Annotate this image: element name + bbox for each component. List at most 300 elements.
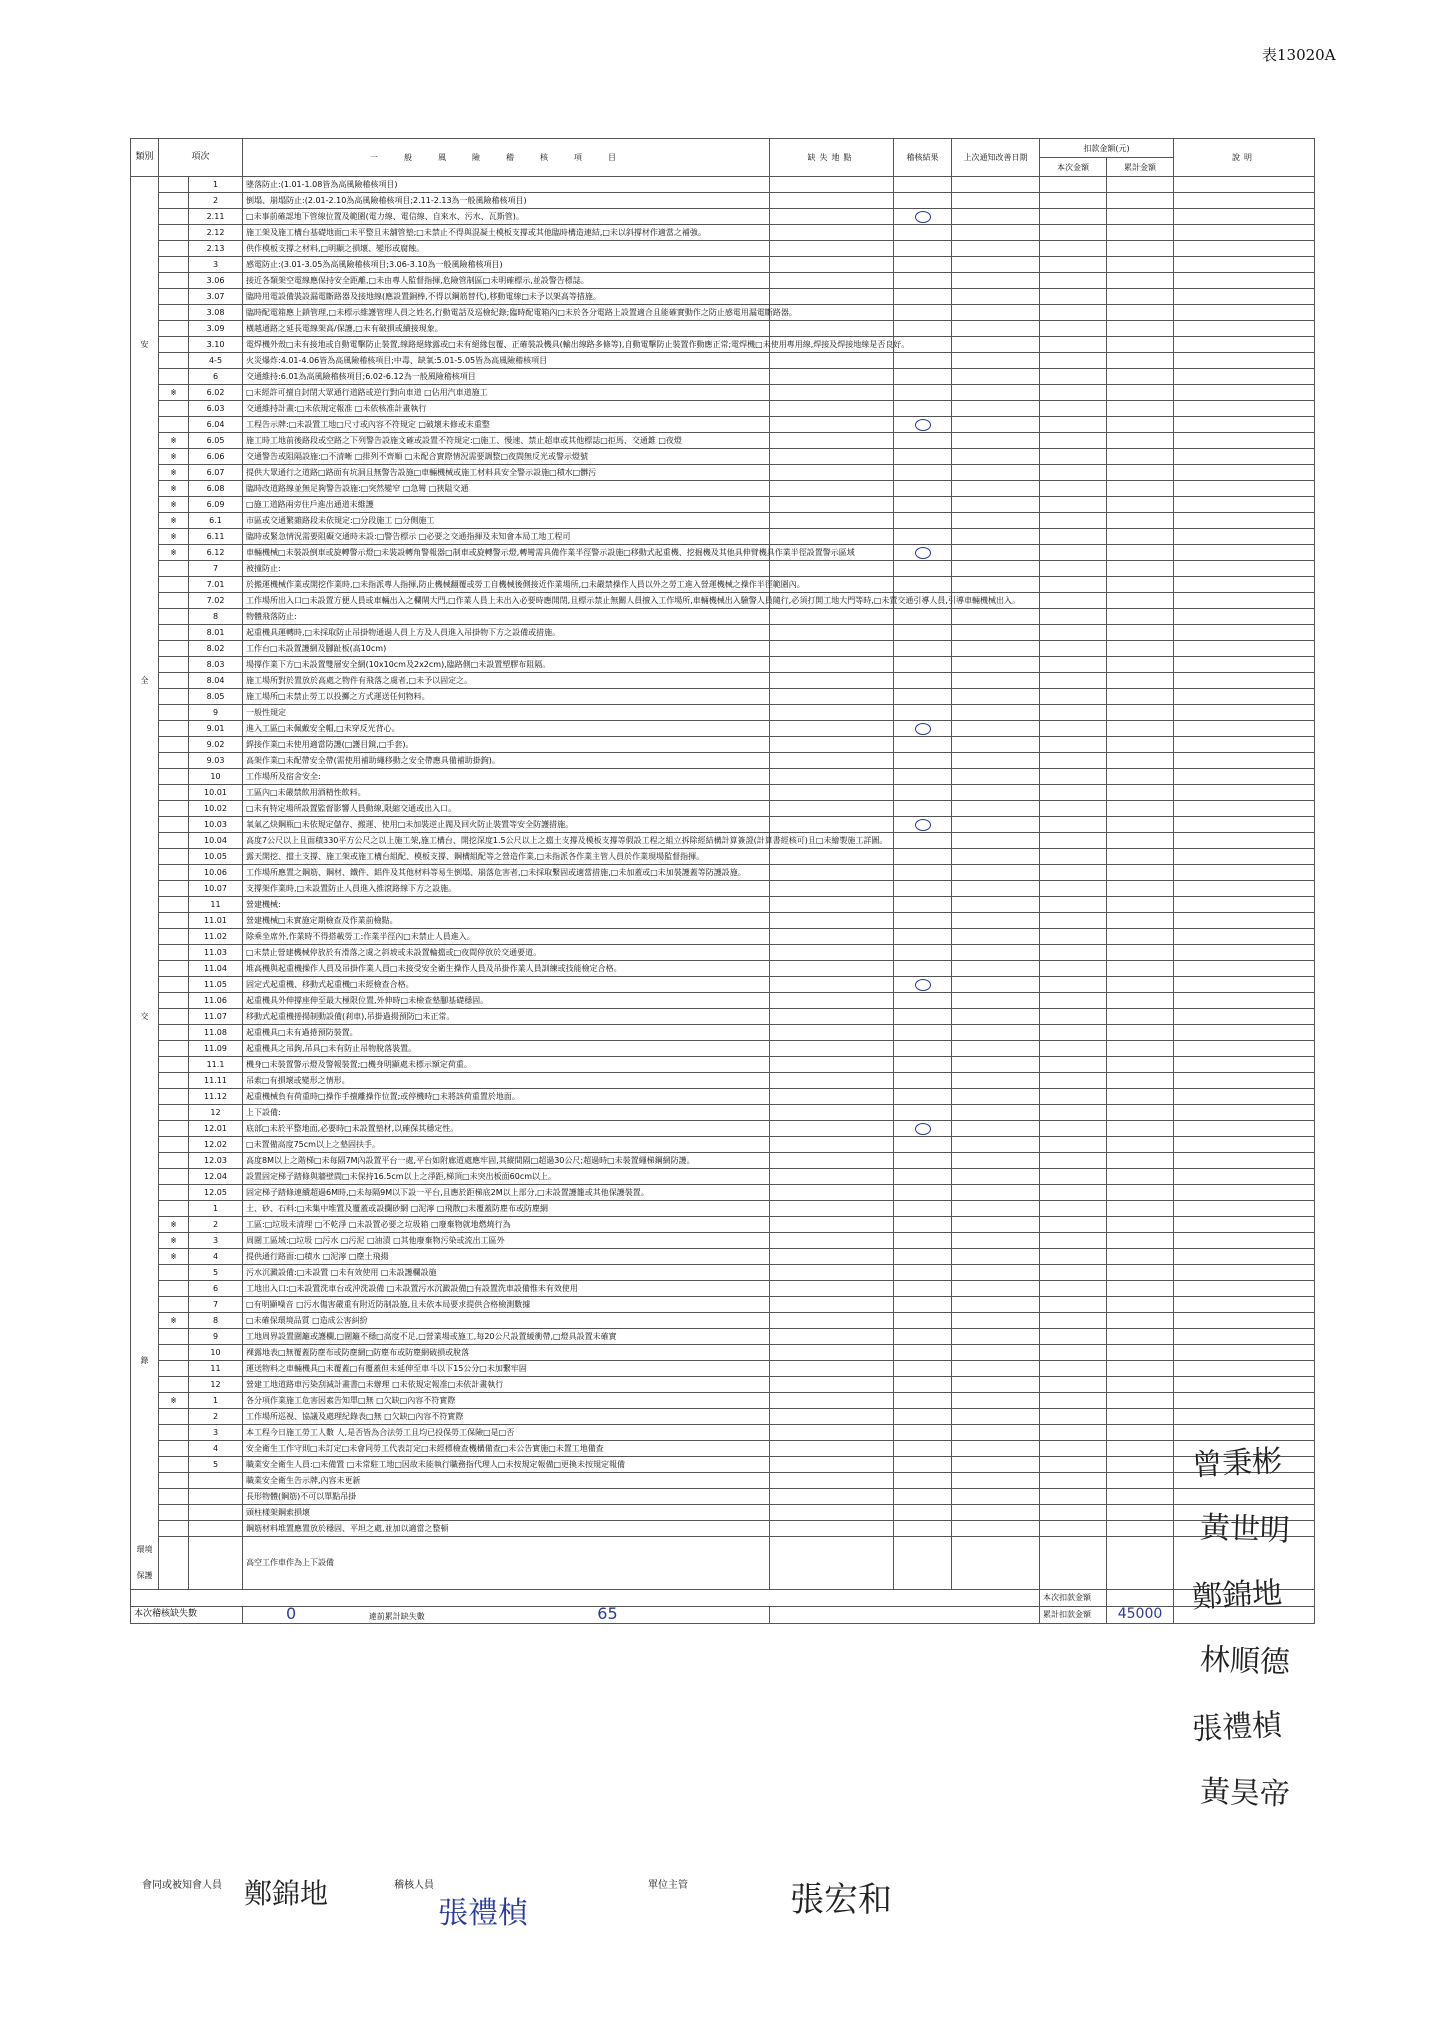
last-notice-cell	[952, 1137, 1040, 1153]
location-cell	[770, 737, 894, 753]
risk-mark: ※	[159, 497, 189, 513]
note-cell	[1174, 929, 1315, 945]
table-row	[131, 529, 1315, 545]
deduct-total-cell	[1107, 241, 1174, 257]
deduct-total-cell	[1107, 401, 1174, 417]
location-cell	[770, 929, 894, 945]
location-cell	[770, 1121, 894, 1137]
result-cell	[894, 721, 952, 737]
deduct-now-cell	[1040, 673, 1107, 689]
item-text: 物體飛落防止:	[243, 609, 770, 625]
risk-mark	[159, 1489, 189, 1505]
result-cell	[894, 257, 952, 273]
deduct-now-cell	[1040, 353, 1107, 369]
note-cell	[1174, 961, 1315, 977]
risk-mark: ※	[159, 465, 189, 481]
item-text: 露天開挖、擋土支撐、施工架或施工構台組配、模板支撐、鋼構組配等之營造作業,□未指派各作業主管人員於作業現場監督指揮。	[243, 849, 770, 865]
table-row	[131, 817, 1315, 833]
last-notice-cell	[952, 1217, 1040, 1233]
note-cell	[1174, 1185, 1315, 1201]
last-notice-cell	[952, 305, 1040, 321]
item-number: 6.08	[189, 481, 243, 497]
location-cell	[770, 225, 894, 241]
location-cell	[770, 1057, 894, 1073]
table-row	[131, 1425, 1315, 1441]
item-number: 11.12	[189, 1089, 243, 1105]
deduct-now-cell	[1040, 1393, 1107, 1409]
last-notice-cell	[952, 513, 1040, 529]
deduct-now-cell	[1040, 225, 1107, 241]
location-cell	[770, 689, 894, 705]
last-notice-cell	[952, 577, 1040, 593]
deduct-total-cell	[1107, 353, 1174, 369]
deduct-now-cell	[1040, 1057, 1107, 1073]
item-number: 11.09	[189, 1041, 243, 1057]
handwritten-name: 張禮楨	[1191, 1707, 1284, 1748]
item-text: 起重機具運轉時,□未採取防止吊掛物通過人員上方及人員進入吊掛物下方之設備或措施。	[243, 625, 770, 641]
table-row	[131, 993, 1315, 1009]
location-cell	[770, 1361, 894, 1377]
note-cell	[1174, 177, 1315, 193]
item-number: 4	[189, 1441, 243, 1457]
summary-blank-2	[770, 1606, 1040, 1623]
note-cell	[1174, 769, 1315, 785]
table-row	[131, 1201, 1315, 1217]
deduct-now-cell	[1040, 1473, 1107, 1489]
item-text: □施工道路兩旁住戶進出通道未維護	[243, 497, 770, 513]
last-notice-cell	[952, 1489, 1040, 1505]
risk-mark	[159, 1345, 189, 1361]
deduct-total-cell	[1107, 945, 1174, 961]
item-text: 底部□未於平整地面,必要時□未設置墊材,以確保其穩定性。	[243, 1121, 770, 1137]
item-text: 倒塌、崩塌防止:(2.01-2.10為高風險稽核項目;2.11-2.13為一般風險稽核項目)	[243, 193, 770, 209]
item-number: 9.01	[189, 721, 243, 737]
note-cell	[1174, 1009, 1315, 1025]
location-cell	[770, 625, 894, 641]
note-cell	[1174, 721, 1315, 737]
deduct-total-cell	[1107, 801, 1174, 817]
deduct-now-cell	[1040, 753, 1107, 769]
deduct-total-cell	[1107, 1313, 1174, 1329]
result-cell	[894, 1505, 952, 1521]
deduct-total-cell	[1107, 1521, 1174, 1537]
last-notice-cell	[952, 705, 1040, 721]
form-number: 表13020A	[1262, 46, 1336, 64]
last-notice-cell	[952, 1425, 1040, 1441]
deduct-total-cell	[1107, 993, 1174, 1009]
result-cell	[894, 641, 952, 657]
note-cell	[1174, 1409, 1315, 1425]
deduct-now-cell	[1040, 881, 1107, 897]
result-cell	[894, 1361, 952, 1377]
table-row	[131, 801, 1315, 817]
table-row	[131, 689, 1315, 705]
deduct-now-cell	[1040, 1537, 1107, 1590]
location-cell	[770, 481, 894, 497]
last-notice-cell	[952, 929, 1040, 945]
item-number: 3.07	[189, 289, 243, 305]
result-cell	[894, 977, 952, 993]
last-notice-cell	[952, 401, 1040, 417]
location-cell	[770, 705, 894, 721]
item-text: 起重機具外伸撐座伸至最大極限位置,外伸時□未檢查墊腳基礎穩固。	[243, 993, 770, 1009]
deduct-total-cell	[1107, 961, 1174, 977]
risk-mark	[159, 273, 189, 289]
table-row	[131, 769, 1315, 785]
deduct-now-cell	[1040, 369, 1107, 385]
last-notice-cell	[952, 1233, 1040, 1249]
item-text: 臨時改道路線並無足夠警告設施:□突然變窄 □急彎 □狹隘交通	[243, 481, 770, 497]
deduct-total-cell	[1107, 849, 1174, 865]
result-cell	[894, 801, 952, 817]
table-row	[131, 321, 1315, 337]
risk-mark	[159, 897, 189, 913]
deduct-total-cell	[1107, 481, 1174, 497]
table-row	[131, 545, 1315, 561]
note-cell	[1174, 1217, 1315, 1233]
item-text: 交通維持:6.01為高風險稽核項目;6.02-6.12為一般風險稽核項目	[243, 369, 770, 385]
deduct-total-cell	[1107, 1153, 1174, 1169]
deduct-now-cell	[1040, 1505, 1107, 1521]
last-notice-cell	[952, 1249, 1040, 1265]
location-cell	[770, 1409, 894, 1425]
deduct-total-cell	[1107, 881, 1174, 897]
note-cell	[1174, 561, 1315, 577]
result-cell	[894, 1297, 952, 1313]
deduct-now-cell	[1040, 513, 1107, 529]
item-text: 火災爆炸:4.01-4.06皆為高風險稽核項目;中毒、缺氧:5.01-5.05皆為高風險稽核項目	[243, 353, 770, 369]
table-row	[131, 897, 1315, 913]
deduct-total-cell	[1107, 385, 1174, 401]
last-notice-cell	[952, 353, 1040, 369]
location-cell	[770, 1233, 894, 1249]
item-text: □未經許可擅自封閉大眾通行道路或逆行對向車道 □佔用汽車道施工	[243, 385, 770, 401]
deduct-total-cell	[1107, 273, 1174, 289]
deduct-total-cell	[1107, 1185, 1174, 1201]
location-cell	[770, 1377, 894, 1393]
item-text: 工作台□未設置護網及腳趾板(高10cm)	[243, 641, 770, 657]
table-row	[131, 1105, 1315, 1121]
item-number: 10	[189, 1345, 243, 1361]
item-number	[189, 1489, 243, 1505]
item-number: 7.01	[189, 577, 243, 593]
result-cell	[894, 1377, 952, 1393]
deduct-total-cell	[1107, 369, 1174, 385]
result-cell	[894, 945, 952, 961]
location-cell	[770, 513, 894, 529]
result-cell	[894, 545, 952, 561]
item-number: 6.02	[189, 385, 243, 401]
result-cell	[894, 1041, 952, 1057]
deduct-now-cell	[1040, 417, 1107, 433]
table-row	[131, 1361, 1315, 1377]
table-row	[131, 1313, 1315, 1329]
location-cell	[770, 897, 894, 913]
deduct-total-cell	[1107, 561, 1174, 577]
result-cell	[894, 385, 952, 401]
item-number: 7	[189, 561, 243, 577]
location-cell	[770, 401, 894, 417]
table-row	[131, 849, 1315, 865]
result-cell	[894, 401, 952, 417]
deduct-now-cell	[1040, 465, 1107, 481]
last-notice-cell	[952, 1089, 1040, 1105]
table-row	[131, 913, 1315, 929]
item-number: 11.03	[189, 945, 243, 961]
item-text: □未置備高度75cm以上之墊固扶手。	[243, 1137, 770, 1153]
deduct-now-cell	[1040, 1217, 1107, 1233]
location-cell	[770, 1313, 894, 1329]
deduct-now-cell	[1040, 321, 1107, 337]
last-notice-cell	[952, 1377, 1040, 1393]
item-text: 施工時工地前後路段或空路之下列警告設施文確或設置不符規定:□施工、慢速、禁止超車或其他標誌□拒馬、交通錐 □夜燈	[243, 433, 770, 449]
note-cell	[1174, 1265, 1315, 1281]
item-number: 6.06	[189, 449, 243, 465]
risk-mark	[159, 593, 189, 609]
deduct-total-cell	[1107, 1345, 1174, 1361]
deduct-total-cell	[1107, 1361, 1174, 1377]
item-number: 3	[189, 257, 243, 273]
location-cell	[770, 1217, 894, 1233]
deduct-total-cell	[1107, 913, 1174, 929]
item-number: 9.03	[189, 753, 243, 769]
result-cell	[894, 369, 952, 385]
location-cell	[770, 1281, 894, 1297]
item-text: 工作場所應置之鋼筋、鋼材、鐵件、鋁件及其他材料等易生倒塌、崩落危害者,□未採取繫固或適當措施,□未加蓋或□未加裝護蓋等防護設施。	[243, 865, 770, 881]
risk-mark	[159, 1265, 189, 1281]
location-cell	[770, 1041, 894, 1057]
last-notice-cell	[952, 817, 1040, 833]
audit-rows	[131, 177, 1315, 1590]
deduct-now-cell	[1040, 1297, 1107, 1313]
last-notice-cell	[952, 1265, 1040, 1281]
deduct-now-cell	[1040, 833, 1107, 849]
result-circle-mark	[915, 419, 931, 431]
category-cell: 交	[131, 849, 159, 1185]
last-notice-cell	[952, 641, 1040, 657]
table-row	[131, 417, 1315, 433]
last-notice-cell	[952, 1201, 1040, 1217]
item-number: 6	[189, 369, 243, 385]
result-cell	[894, 849, 952, 865]
result-cell	[894, 1217, 952, 1233]
item-number: 11.04	[189, 961, 243, 977]
item-number: 1	[189, 1393, 243, 1409]
deduct-now-cell	[1040, 1409, 1107, 1425]
item-text: 工區:□垃圾未清理 □不乾淨 □未設置必要之垃圾箱 □廢棄物就地燃燒行為	[243, 1217, 770, 1233]
last-notice-cell	[952, 881, 1040, 897]
risk-mark	[159, 577, 189, 593]
table-row	[131, 593, 1315, 609]
risk-mark	[159, 609, 189, 625]
risk-mark	[159, 1089, 189, 1105]
item-text: 工地周界設置圍籬或護欄,□圍籬不穩□高度不足,□營業場或施工,每20公尺設置緩衝帶,□燈具設置未確實	[243, 1329, 770, 1345]
risk-mark	[159, 769, 189, 785]
deduct-now-cell	[1040, 289, 1107, 305]
table-row	[131, 673, 1315, 689]
risk-mark	[159, 225, 189, 241]
deduct-total-cell	[1107, 1233, 1174, 1249]
table-row	[131, 497, 1315, 513]
risk-mark	[159, 1185, 189, 1201]
table-row	[131, 337, 1315, 353]
risk-mark: ※	[159, 1393, 189, 1409]
last-notice-cell	[952, 529, 1040, 545]
risk-mark	[159, 753, 189, 769]
item-number: 10.03	[189, 817, 243, 833]
note-cell	[1174, 833, 1315, 849]
result-cell	[894, 1073, 952, 1089]
table-row	[131, 513, 1315, 529]
deduct-now-cell	[1040, 1489, 1107, 1505]
table-row	[131, 1377, 1315, 1393]
item-number: 3.10	[189, 337, 243, 353]
table-row	[131, 625, 1315, 641]
note-cell	[1174, 1233, 1315, 1249]
missing-count-value: 0	[286, 1603, 297, 1623]
table-row	[131, 241, 1315, 257]
result-cell	[894, 1425, 952, 1441]
last-notice-cell	[952, 193, 1040, 209]
table-row	[131, 881, 1315, 897]
table-row	[131, 353, 1315, 369]
item-number: 11	[189, 1361, 243, 1377]
last-notice-cell	[952, 1441, 1040, 1457]
last-notice-cell	[952, 1185, 1040, 1201]
risk-mark	[159, 1057, 189, 1073]
deduct-total-cell	[1107, 1329, 1174, 1345]
item-number: 10.05	[189, 849, 243, 865]
item-number: 11.11	[189, 1073, 243, 1089]
result-cell	[894, 433, 952, 449]
table-row	[131, 705, 1315, 721]
result-cell	[894, 1393, 952, 1409]
table-row	[131, 1281, 1315, 1297]
deduct-total-cell	[1107, 1217, 1174, 1233]
item-number: 11.07	[189, 1009, 243, 1025]
risk-mark: ※	[159, 481, 189, 497]
deduct-total-cell	[1107, 513, 1174, 529]
deduct-total-cell	[1107, 1377, 1174, 1393]
item-number: 12.03	[189, 1153, 243, 1169]
note-cell	[1174, 241, 1315, 257]
risk-mark	[159, 801, 189, 817]
last-notice-cell	[952, 1537, 1040, 1590]
result-cell	[894, 449, 952, 465]
table-row	[131, 1025, 1315, 1041]
item-text: 臨時或緊急情況需要阻礙交通時未設:□警告標示 □必要之交通指揮及未知會本局工地工程司	[243, 529, 770, 545]
location-cell	[770, 913, 894, 929]
result-circle-mark	[915, 547, 931, 559]
note-cell	[1174, 705, 1315, 721]
table-row	[131, 561, 1315, 577]
item-text: □未有特定場所設置監督影響人員動線,限縮交通或出入口。	[243, 801, 770, 817]
item-number: 11.1	[189, 1057, 243, 1073]
note-cell	[1174, 1329, 1315, 1345]
last-notice-cell	[952, 433, 1040, 449]
joint-label: 會同或被知會人員	[142, 1880, 222, 1891]
result-cell	[894, 993, 952, 1009]
deduct-total-cell	[1107, 497, 1174, 513]
deduct-now-cell	[1040, 1153, 1107, 1169]
location-cell	[770, 1137, 894, 1153]
deduct-now-cell	[1040, 641, 1107, 657]
last-notice-cell	[952, 385, 1040, 401]
item-number: 11	[189, 897, 243, 913]
last-notice-cell	[952, 177, 1040, 193]
supervisor-label: 單位主管	[648, 1880, 688, 1891]
item-text: 工作場所出入口□未設置方便人員或車輛出入之欄閘大門,□作業人員上未出入必要時應開閉,且標示禁止無關人員擅入工作場所,車輛機械出入驗警人員隨行,必須打開工地大門等時,□未置交通引導人員,引導車輛機械出入。	[243, 593, 770, 609]
result-circle-mark	[915, 979, 931, 991]
deduct-total-cell	[1107, 737, 1174, 753]
risk-mark	[159, 705, 189, 721]
note-cell	[1174, 465, 1315, 481]
result-cell	[894, 241, 952, 257]
risk-mark	[159, 321, 189, 337]
location-cell	[770, 1025, 894, 1041]
item-number: 12.05	[189, 1185, 243, 1201]
deduct-total-cell	[1107, 1297, 1174, 1313]
item-text: 工地出入口:□未設置洗車台或沖洗設備 □未設置污水沉澱設備□有設置洗車設備惟未有效使用	[243, 1281, 770, 1297]
deduct-now-cell	[1040, 1137, 1107, 1153]
last-notice-cell	[952, 209, 1040, 225]
risk-mark	[159, 913, 189, 929]
note-cell	[1174, 433, 1315, 449]
last-notice-cell	[952, 753, 1040, 769]
last-notice-cell	[952, 897, 1040, 913]
item-number: 5	[189, 1457, 243, 1473]
location-cell	[770, 1153, 894, 1169]
header-last-notice: 上次通知改善日期	[952, 139, 1040, 177]
last-notice-cell	[952, 785, 1040, 801]
item-text: 高架作業□未配帶安全帶(需使用補助繩移動之安全帶應具備補助掛鉤)。	[243, 753, 770, 769]
risk-mark	[159, 657, 189, 673]
last-notice-cell	[952, 497, 1040, 513]
deduct-now-cell	[1040, 1281, 1107, 1297]
result-cell	[894, 1409, 952, 1425]
note-cell	[1174, 449, 1315, 465]
item-text: □未禁止營建機械停放於有滑落之虞之斜坡或未設置輪擋或□夜間停放於交通要道。	[243, 945, 770, 961]
last-notice-cell	[952, 289, 1040, 305]
result-cell	[894, 1105, 952, 1121]
note-cell	[1174, 1377, 1315, 1393]
risk-mark	[159, 1073, 189, 1089]
risk-mark	[159, 993, 189, 1009]
location-cell	[770, 1537, 894, 1590]
item-number: 6.1	[189, 513, 243, 529]
deduct-total-cell	[1107, 1537, 1174, 1590]
note-cell	[1174, 385, 1315, 401]
table-row	[131, 1345, 1315, 1361]
item-text: 車輛機械□未裝設倒車或旋轉警示燈□未裝設轉角警報器□制車或旋轉警示燈,轉彎需具備作業半徑警示設施□移動式起重機、挖掘機及其他具伸臂機具作業半徑設置警示區域	[243, 545, 770, 561]
last-notice-cell	[952, 625, 1040, 641]
deduct-now-cell	[1040, 1441, 1107, 1457]
item-number: 11.05	[189, 977, 243, 993]
note-cell	[1174, 1041, 1315, 1057]
result-cell	[894, 177, 952, 193]
handwritten-name: 鄭錦地	[1191, 1575, 1284, 1616]
item-text: 除乘坐席外,作業時不得搭載勞工:作業半徑內□未禁止人員進入。	[243, 929, 770, 945]
result-cell	[894, 881, 952, 897]
risk-mark	[159, 209, 189, 225]
item-text: 固定式起重機、移動式起重機□未經檢查合格。	[243, 977, 770, 993]
risk-mark	[159, 241, 189, 257]
deduct-now-label: 本次扣款金額	[1040, 1589, 1107, 1606]
deduct-total-cell	[1107, 1393, 1174, 1409]
header-category: 類別	[131, 139, 159, 177]
note-cell	[1174, 673, 1315, 689]
deduct-total-cell	[1107, 449, 1174, 465]
